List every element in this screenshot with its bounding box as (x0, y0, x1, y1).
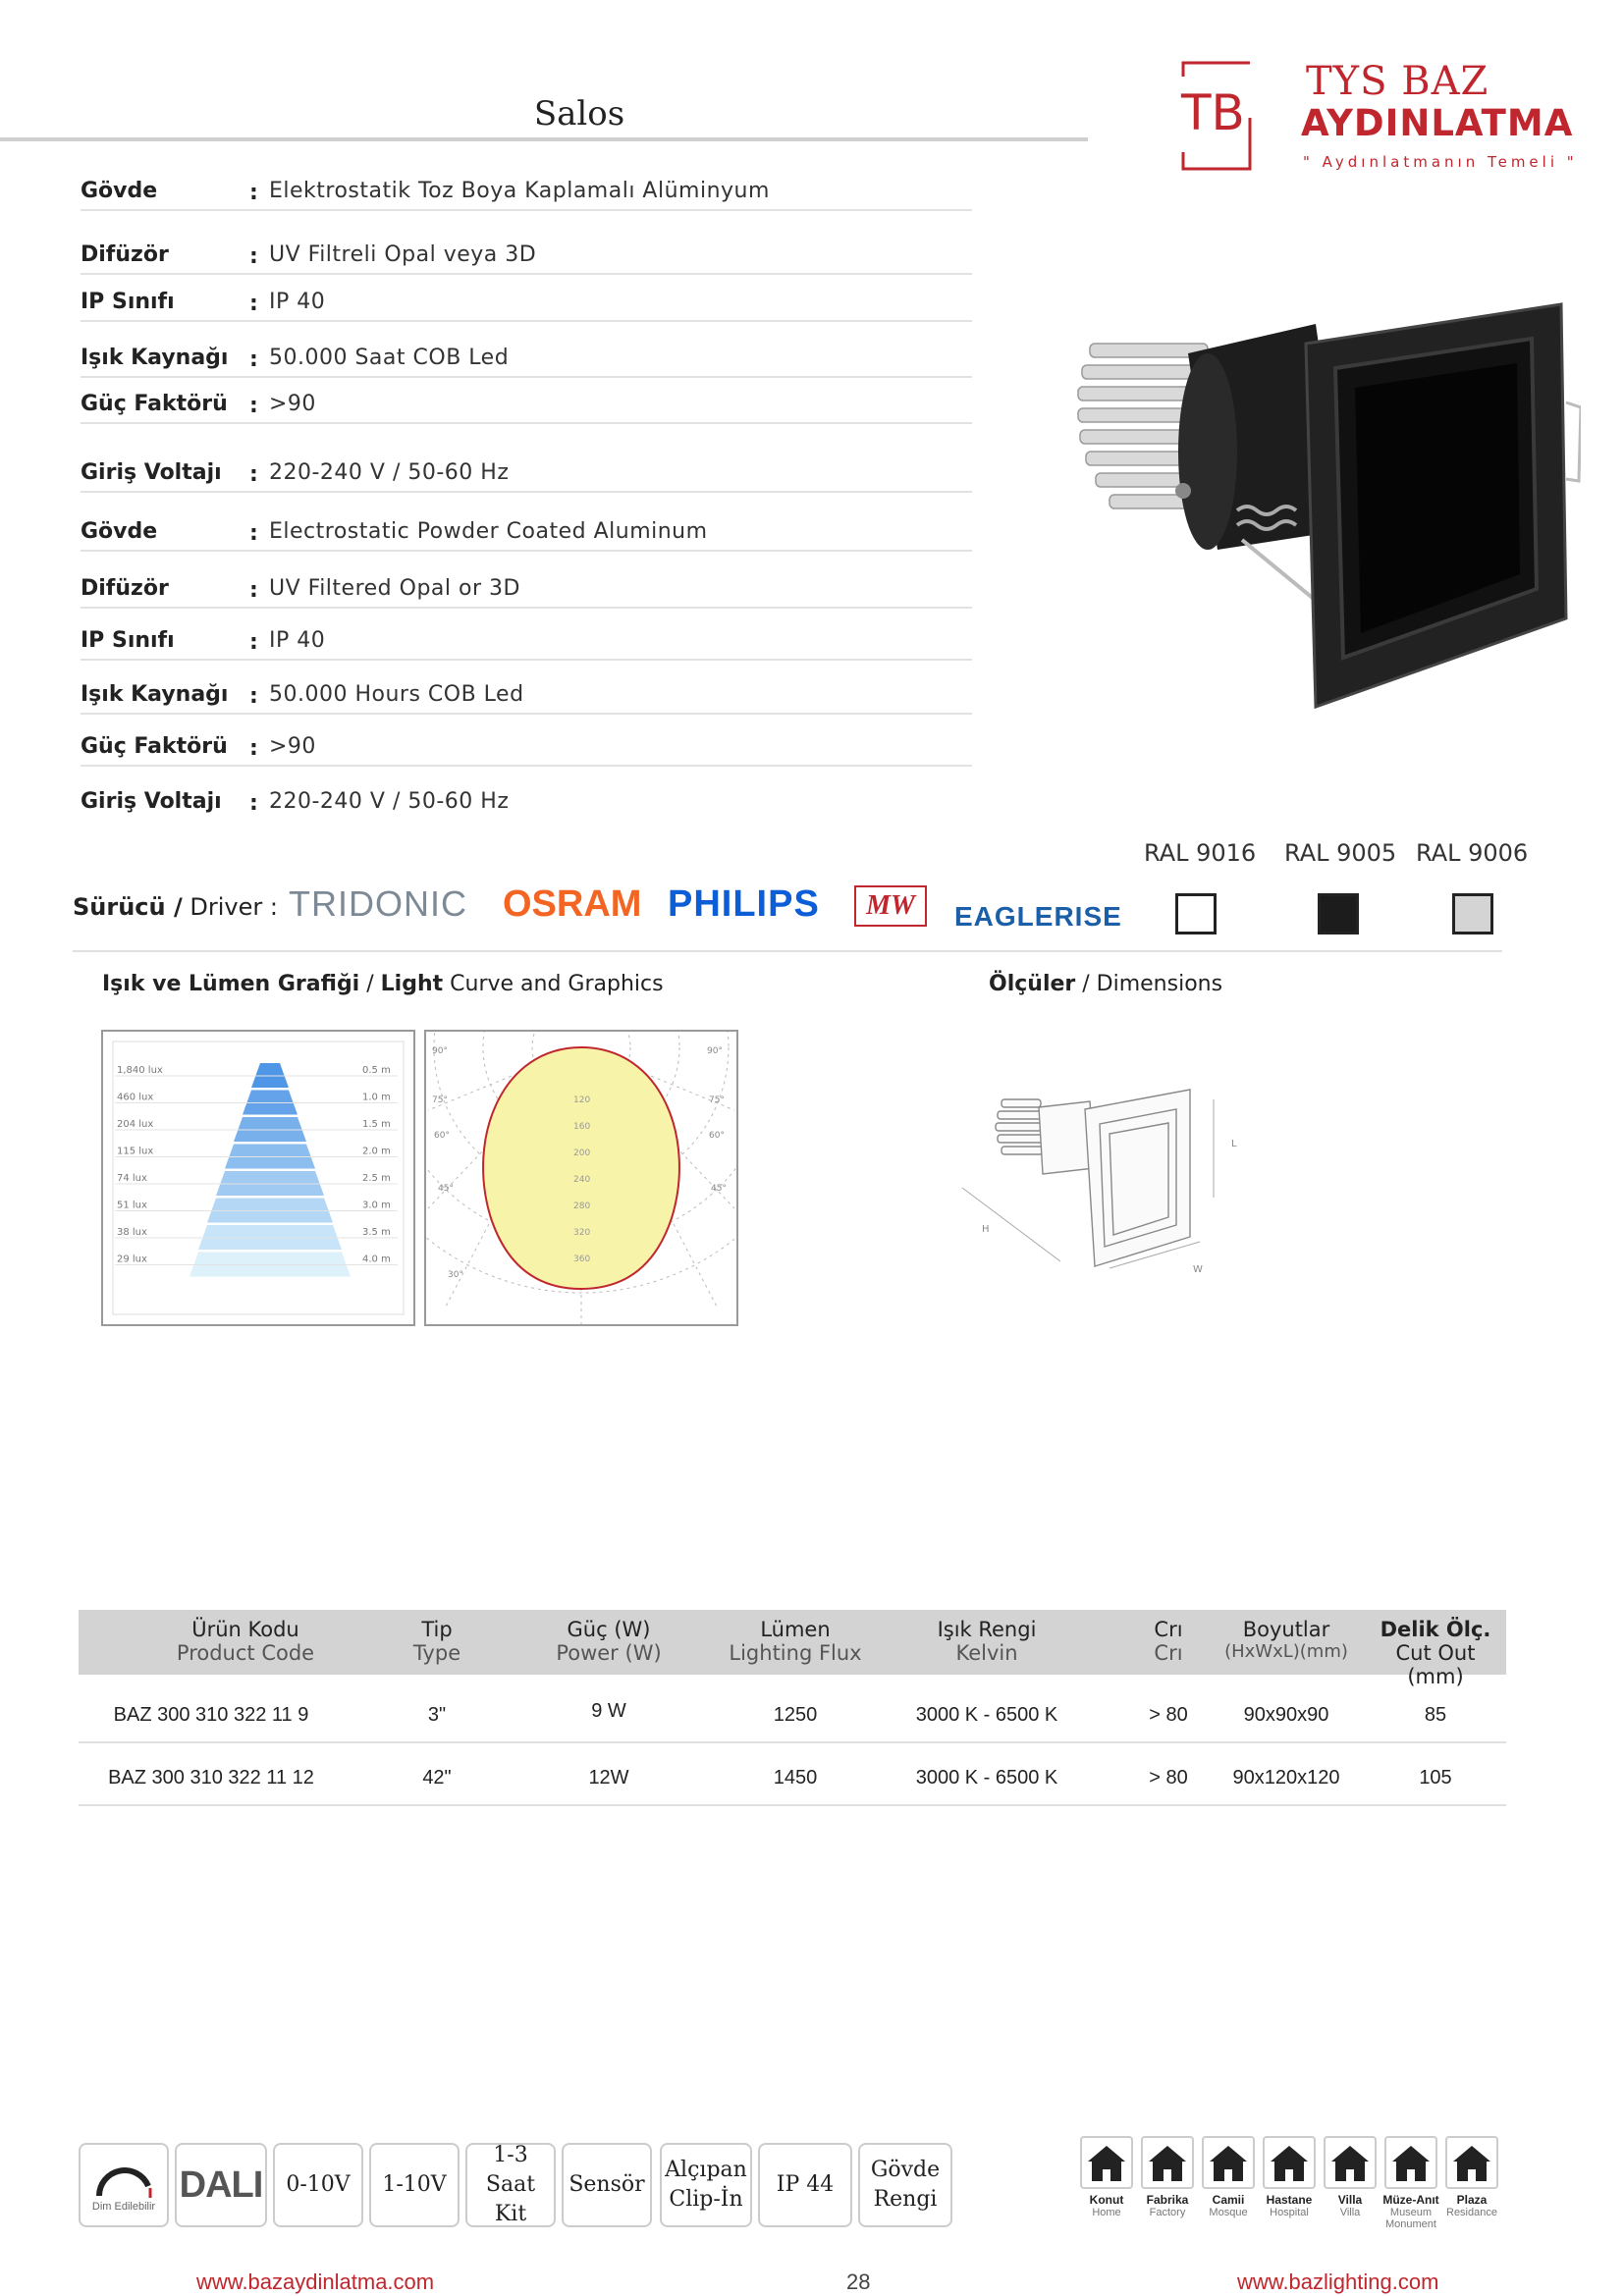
page-title: Salos (533, 94, 625, 133)
th-l2: Crı (1154, 1641, 1183, 1665)
spec-colon: : (249, 521, 258, 546)
lux-value-label: 204 lux (117, 1119, 154, 1130)
museum-icon (1384, 2136, 1437, 2189)
th-l2: Cut Out (mm) (1395, 1641, 1476, 1688)
dim-title-rest: / Dimensions (1075, 972, 1223, 996)
spec-value: >90 (269, 392, 316, 416)
product-table-header (79, 1610, 1506, 1688)
spec-row (81, 675, 972, 715)
spec-row (81, 236, 972, 275)
polar-angle-label: 60° (709, 1131, 725, 1141)
spec-row (81, 385, 972, 424)
driver-label (73, 893, 278, 921)
th-product-code (137, 1610, 353, 1675)
tridonic-logo: TRIDONIC (289, 883, 467, 924)
dim-l-label: L (1231, 1139, 1237, 1149)
meanwell-logo-text: MW (866, 890, 915, 921)
th-cut-out (1365, 1610, 1506, 1688)
usage-item (1200, 2136, 1257, 2218)
light-title-rest: Curve and Graphics (443, 972, 664, 996)
usage-label-en: Hospital (1270, 2207, 1309, 2218)
table-row (79, 1682, 1506, 1743)
footer-website-en[interactable]: www.bazlighting.com (1237, 2269, 1439, 2294)
spec-value: >90 (269, 734, 316, 759)
usage-item (1322, 2136, 1379, 2218)
lux-value-label: 74 lux (117, 1173, 147, 1184)
td-lumen: 1250 (773, 1704, 818, 1726)
usage-label-tr: Plaza (1456, 2193, 1488, 2207)
th-l2: Power (W) (556, 1641, 662, 1665)
ral-9016-label: RAL 9016 (1144, 839, 1257, 867)
dimension-drawing (952, 1080, 1247, 1296)
spec-row (81, 339, 972, 378)
distance-label: 2.5 m (362, 1173, 391, 1184)
polar-ring-label: 280 (573, 1201, 591, 1211)
title-divider (0, 137, 1088, 141)
th-light-color (893, 1610, 1080, 1675)
th-l2: Product Code (176, 1641, 315, 1665)
th-l1: Işık Rengi (937, 1618, 1037, 1641)
td-dimensions: 90x90x90 (1243, 1704, 1329, 1726)
polar-angle-label: 60° (434, 1131, 450, 1141)
td-kelvin: 3000 K - 6500 K (915, 1767, 1058, 1789)
lux-cone-chart (103, 1032, 413, 1324)
factory-icon (1141, 2136, 1194, 2189)
ral-9006-label: RAL 9006 (1416, 839, 1529, 867)
lux-value-label: 51 lux (117, 1200, 147, 1211)
usage-label-en: Mosque (1209, 2207, 1248, 2218)
usage-item (1261, 2136, 1318, 2218)
th-type (373, 1610, 501, 1675)
td-cri: > 80 (1149, 1767, 1188, 1789)
spec-label: Işık Kaynağı (81, 682, 229, 707)
spec-row (81, 454, 972, 493)
ral-9016-swatch (1175, 893, 1217, 934)
usage-item (1139, 2136, 1196, 2218)
driver-divider (73, 950, 1502, 952)
td-cut-out: 105 (1419, 1767, 1452, 1789)
usage-item (1078, 2136, 1135, 2218)
dimmable-label: Dim Edilebilir (91, 2201, 156, 2213)
feature-1-10v: 1-10V (369, 2143, 460, 2227)
dimmable-icon (89, 2157, 158, 2200)
spec-label: IP Sınıfı (81, 290, 175, 314)
usage-label-en: Museum Monument (1385, 2207, 1436, 2230)
polar-angle-label: 45° (711, 1184, 727, 1194)
th-cri (1119, 1610, 1218, 1675)
svg-text:TB: TB (1181, 84, 1245, 141)
product-image (1070, 285, 1581, 726)
spec-row (81, 780, 972, 820)
th-lumen (697, 1610, 893, 1675)
spec-colon: : (249, 394, 258, 418)
spec-row (81, 727, 972, 767)
distance-label: 3.0 m (362, 1200, 391, 1211)
spec-label: Işık Kaynağı (81, 346, 229, 370)
feature-clip-line2: Clip-İn (669, 2187, 743, 2212)
spec-label: Gövde (81, 519, 158, 544)
spec-value: 220-240 V / 50-60 Hz (269, 460, 510, 485)
lux-value-label: 29 lux (117, 1254, 147, 1265)
polar-angle-label: 45° (438, 1184, 454, 1194)
td-type: 3" (427, 1704, 447, 1726)
th-l2: Kelvin (955, 1641, 1018, 1665)
usage-label-en: Villa (1339, 2207, 1361, 2218)
spec-colon: : (249, 347, 258, 372)
tb-monogram-icon (1173, 59, 1281, 172)
feature-clip-line1: Alçıpan (665, 2158, 747, 2182)
usage-label-tr: Fabrika (1146, 2193, 1189, 2207)
lux-value-label: 460 lux (117, 1092, 154, 1103)
driver-label-en: Driver : (182, 893, 278, 921)
spec-colon: : (249, 684, 258, 709)
spec-colon: : (249, 181, 258, 205)
villa-icon (1324, 2136, 1377, 2189)
usage-label-en: Factory (1149, 2207, 1186, 2218)
plaza-icon (1445, 2136, 1498, 2189)
th-l2: Type (412, 1641, 461, 1665)
polar-ring-label: 320 (573, 1228, 591, 1238)
spec-colon: : (249, 462, 258, 487)
osram-logo: OSRAM (503, 883, 642, 925)
usage-item (1443, 2136, 1500, 2218)
td-cri: > 80 (1149, 1704, 1188, 1726)
house-icon (1080, 2136, 1133, 2189)
polar-angle-label: 90° (707, 1046, 723, 1056)
hospital-icon (1263, 2136, 1316, 2189)
logo-line1: TYS BAZ (1306, 59, 1489, 104)
spec-label: IP Sınıfı (81, 628, 175, 653)
polar-ring-label: 120 (573, 1095, 591, 1105)
logo-line2: AYDINLATMA (1301, 102, 1574, 144)
spec-label: Güç Faktörü (81, 392, 228, 416)
usage-label-tr: Hastane (1266, 2193, 1313, 2207)
distance-label: 4.0 m (362, 1254, 391, 1265)
logo-slogan: " Aydınlatmanın Temeli " (1303, 153, 1578, 171)
td-product-code: BAZ 300 310 322 11 9 (113, 1704, 309, 1726)
td-power: 12W (588, 1767, 629, 1789)
td-product-code: BAZ 300 310 322 11 12 (108, 1767, 314, 1789)
distance-label: 1.5 m (362, 1119, 391, 1130)
spec-colon: : (249, 736, 258, 761)
spec-colon: : (249, 630, 258, 655)
td-power: 9 W (591, 1700, 626, 1722)
light-curve-title (102, 972, 664, 996)
spec-value: 220-240 V / 50-60 Hz (269, 789, 510, 814)
spec-label: Giriş Voltajı (81, 789, 222, 814)
spec-label: Güç Faktörü (81, 734, 228, 759)
spec-row (81, 512, 972, 552)
polar-ring-label: 240 (573, 1175, 591, 1185)
usage-label-en: Home (1092, 2207, 1121, 2218)
spec-row (81, 569, 972, 609)
light-title-bold2: Light (380, 972, 444, 996)
eaglerise-logo: EAGLERISE (954, 901, 1122, 932)
spec-colon: : (249, 578, 258, 603)
usage-label-tr: Camii (1212, 2193, 1245, 2207)
feature-clip-in (660, 2143, 752, 2227)
spec-label: Difüzör (81, 576, 169, 601)
usage-item (1382, 2136, 1439, 2230)
td-kelvin: 3000 K - 6500 K (915, 1704, 1058, 1726)
footer-website-tr[interactable]: www.bazaydinlatma.com (196, 2269, 435, 2294)
th-power (530, 1610, 687, 1675)
feature-0-10v: 0-10V (273, 2143, 363, 2227)
distance-label: 2.0 m (362, 1146, 391, 1157)
distance-label: 1.0 m (362, 1092, 391, 1103)
page-number: 28 (846, 2269, 871, 2294)
usage-label-tr: Konut (1089, 2193, 1124, 2207)
polar-ring-label: 160 (573, 1122, 591, 1132)
spec-label: Gövde (81, 179, 158, 203)
spec-value: UV Filtered Opal or 3D (269, 576, 520, 601)
dimensions-title (989, 972, 1222, 996)
light-title-sep: / (359, 972, 381, 996)
feature-dimmable (79, 2143, 169, 2227)
spec-value: IP 40 (269, 628, 326, 653)
feature-ip44: IP 44 (758, 2143, 852, 2227)
spec-label: Giriş Voltajı (81, 460, 222, 485)
polar-angle-label: 30° (448, 1270, 463, 1280)
meanwell-logo (854, 885, 927, 927)
th-l2: (HxWxL)(mm) (1224, 1641, 1348, 1662)
th-l2: Lighting Flux (729, 1641, 862, 1665)
usage-label-en: Residance (1446, 2207, 1497, 2218)
spec-value: Electrostatic Powder Coated Aluminum (269, 519, 708, 544)
lux-value-label: 1,840 lux (117, 1065, 163, 1076)
feature-kit-line2: Kit (494, 2202, 527, 2226)
table-row (79, 1745, 1506, 1806)
th-l1: Delik Ölç. (1380, 1618, 1491, 1641)
philips-logo: PHILIPS (668, 883, 820, 925)
spec-value: UV Filtreli Opal veya 3D (269, 242, 537, 267)
spec-value: IP 40 (269, 290, 326, 314)
th-l1: Ürün Kodu (191, 1618, 299, 1641)
feature-color-line2: Rengi (873, 2187, 938, 2212)
td-cut-out: 85 (1424, 1704, 1447, 1726)
td-type: 42" (422, 1767, 452, 1789)
dim-h-label: H (982, 1224, 990, 1235)
mosque-icon (1202, 2136, 1255, 2189)
driver-label-tr: Sürücü / (73, 893, 183, 921)
spec-row (81, 621, 972, 661)
feature-dali: DALI (175, 2143, 267, 2227)
company-logo (1173, 59, 1596, 177)
ral-9005-label: RAL 9005 (1284, 839, 1397, 867)
th-l1: Lümen (760, 1618, 831, 1641)
td-lumen: 1450 (773, 1767, 818, 1789)
feature-color-line1: Gövde (870, 2158, 941, 2182)
polar-angle-label: 75° (709, 1095, 725, 1105)
feature-emergency-kit (465, 2143, 556, 2227)
polar-angle-label: 75° (432, 1095, 448, 1105)
spec-colon: : (249, 292, 258, 316)
th-l1: Boyutlar (1242, 1618, 1330, 1641)
ral-9005-swatch (1318, 893, 1359, 934)
th-dimensions (1208, 1610, 1365, 1675)
spec-label: Difüzör (81, 242, 169, 267)
th-l1: Crı (1154, 1618, 1183, 1641)
lux-chart (101, 1030, 415, 1326)
ral-9006-swatch (1452, 893, 1493, 934)
lux-value-label: 38 lux (117, 1227, 147, 1238)
spec-colon: : (249, 244, 258, 269)
lux-value-label: 115 lux (117, 1146, 154, 1157)
light-title-bold: Işık ve Lümen Grafiği (102, 972, 360, 996)
spec-row (81, 283, 972, 322)
distance-label: 0.5 m (362, 1065, 391, 1076)
spec-value: Elektrostatik Toz Boya Kaplamalı Alüminyum (269, 179, 770, 203)
polar-chart (424, 1030, 738, 1326)
th-l1: Tip (421, 1618, 453, 1641)
dim-w-label: W (1193, 1264, 1203, 1275)
spec-row (81, 172, 972, 211)
usage-label-tr: Villa (1337, 2193, 1363, 2207)
light-distribution-curve (483, 1047, 679, 1289)
polar-curve-chart (426, 1032, 736, 1324)
feature-body-color (858, 2143, 952, 2227)
td-dimensions: 90x120x120 (1232, 1767, 1340, 1789)
polar-ring-label: 360 (573, 1255, 591, 1264)
polar-ring-label: 200 (573, 1148, 591, 1158)
dim-title-bold: Ölçüler (989, 972, 1076, 996)
feature-kit-line1: 1-3 Saat (485, 2143, 536, 2197)
spec-value: 50.000 Hours COB Led (269, 682, 524, 707)
usage-label-tr: Müze-Anıt (1382, 2193, 1439, 2207)
spec-value: 50.000 Saat COB Led (269, 346, 510, 370)
spec-colon: : (249, 791, 258, 816)
polar-angle-label: 90° (432, 1046, 448, 1056)
feature-sensor: Sensör (562, 2143, 652, 2227)
distance-label: 3.5 m (362, 1227, 391, 1238)
th-l1: Güç (W) (567, 1618, 651, 1641)
